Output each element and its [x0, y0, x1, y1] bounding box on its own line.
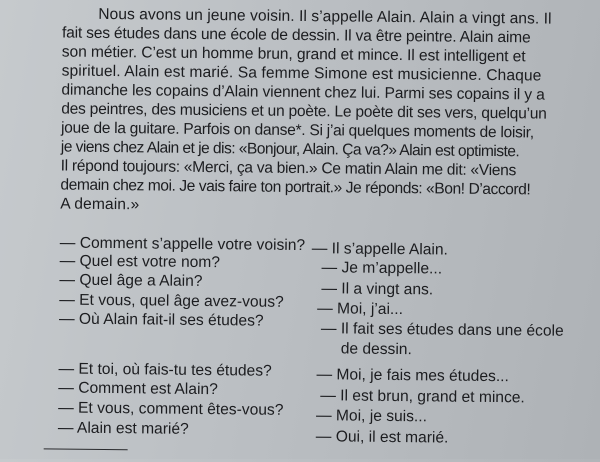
- passage-line: fait ses études dans une école de dessin. Il va être peintre. Alain aime: [61, 24, 531, 47]
- dialogue-answer: — Il a vingt ans.: [321, 280, 434, 299]
- dialogue-question: — Alain est marié?: [57, 419, 189, 438]
- dialogue-answer: — Moi, j’ai...: [317, 300, 404, 319]
- dialogue-answer: — Moi, je fais mes études...: [316, 366, 509, 386]
- dialogue-answer: — Il est brun, grand et mince.: [320, 387, 525, 407]
- dialogue-question: — Quel âge a Alain?: [59, 271, 203, 290]
- passage-line: A demain.»: [60, 195, 140, 214]
- footnote-divider: [44, 448, 128, 450]
- passage-line: Nous avons un jeune voisin. Il s’appelle Alain. Alain a vingt ans. Il: [98, 5, 552, 28]
- reading-passage: [2, 0, 600, 214]
- dialogue-question: — Où Alain fait-il ses études?: [58, 310, 264, 330]
- passage-line: demain chez moi. Je vais faire ton portrait.» Je réponds: «Bon! D’accord!: [60, 176, 531, 199]
- dialogue-question: — Quel est votre nom?: [59, 252, 221, 272]
- dialogue-question: — Comment est Alain?: [58, 379, 218, 399]
- dialogue-answer: — Moi, je suis...: [315, 407, 428, 426]
- passage-line: dimanche les copains d’Alain viennent chez lui. Parmi ses copains il y a: [61, 81, 545, 104]
- dialogue-question: — Et vous, quel âge avez-vous?: [59, 291, 284, 311]
- dialogue-answer: — Je m’appelle...: [321, 259, 443, 278]
- passage-line: Il répond toujours: «Merci, ça va bien.» Ce matin Alain me dit: «Viens: [60, 157, 517, 180]
- passage-line: spirituel. Alain est marié. Sa femme Simone est musicienne. Chaque: [61, 62, 542, 85]
- dialogue-answer: — Oui, il est marié.: [315, 428, 449, 447]
- dialogue-question: — Et vous, comment êtes-vous?: [58, 399, 284, 419]
- dialogue-answer: — Il fait ses études dans une école: [320, 320, 564, 340]
- dialogue-question: — Et toi, où fais-tu tes études?: [58, 360, 272, 380]
- passage-line: des peintres, des musiciens et un poète. Le poète dit ses vers, quelqu’un: [61, 100, 547, 123]
- dialogue-question: — Comment s’appelle votre voisin?: [59, 234, 306, 255]
- passage-line: je viens chez Alain et je dis: «Bonjour, Alain. Ça va?» Alain est optimiste.: [60, 138, 520, 161]
- dialogue-answer: de dessin.: [340, 340, 412, 359]
- passage-line: joue de la guitare. Parfois on danse*. Si j’ai quelques moments de loisir,: [60, 119, 534, 142]
- passage-line: son métier. C’est un homme brun, grand et mince. Il est intelligent et: [61, 43, 526, 66]
- dialogue-answer: — Il s’appelle Alain.: [311, 240, 448, 259]
